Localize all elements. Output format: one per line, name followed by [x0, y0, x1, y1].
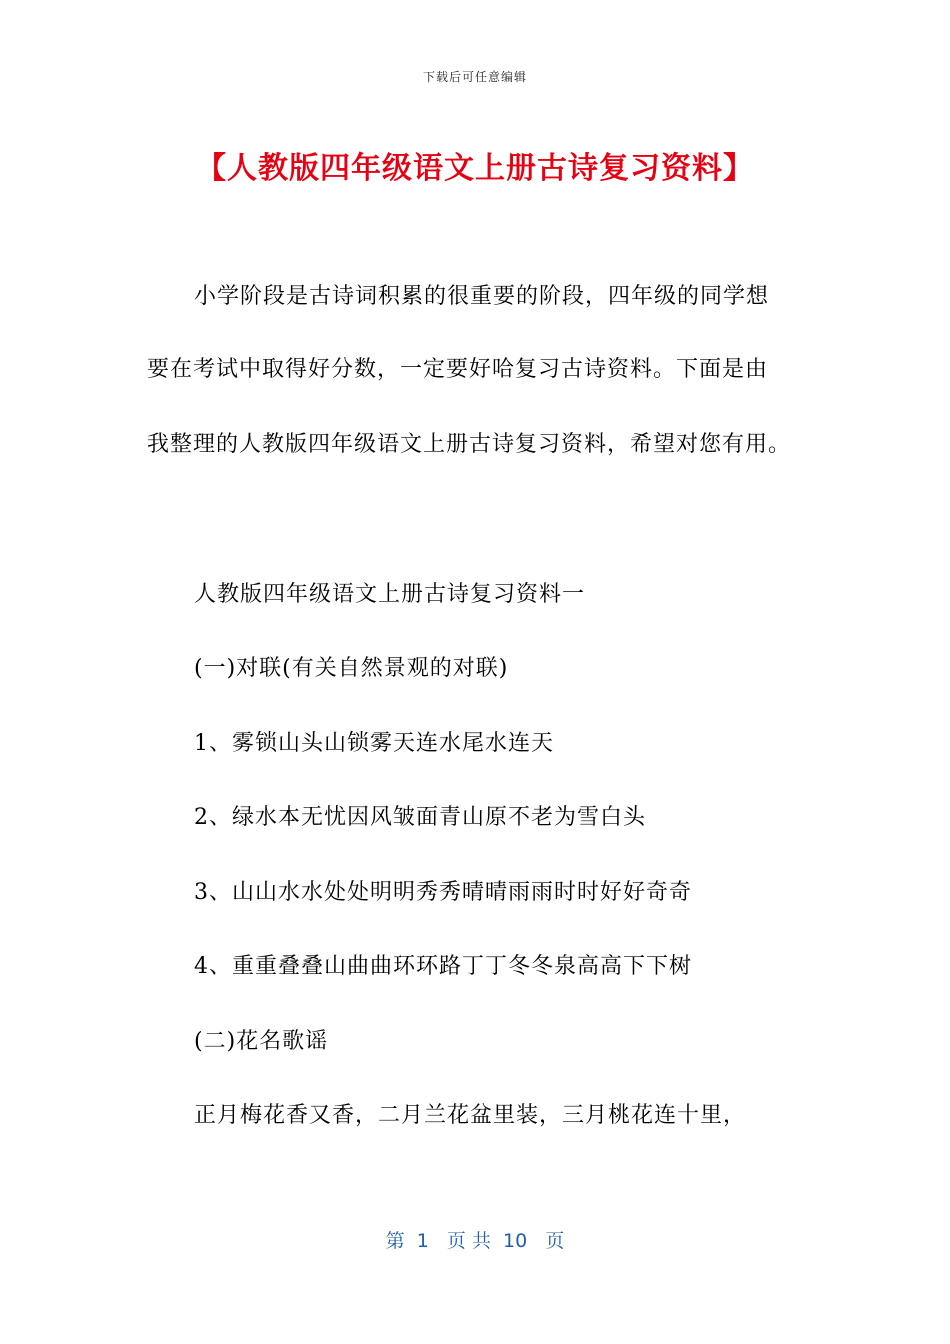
page-number-footer: 第 1 页 共 10 页	[385, 1230, 565, 1252]
subsection-heading: (二)花名歌谣	[194, 1029, 329, 1054]
intro-paragraph-line: 小学阶段是古诗词积累的很重要的阶段，四年级的同学想	[194, 284, 770, 309]
section-heading: 人教版四年级语文上册古诗复习资料一	[194, 582, 586, 607]
couplet-item: 1、雾锁山头山锁雾天连水尾水连天	[194, 731, 554, 756]
couplet-item: 3、山山水水处处明明秀秀晴晴雨雨时时好好奇奇	[194, 880, 692, 905]
header-watermark: 下载后可任意编辑	[422, 70, 527, 84]
couplet-item: 2、绿水本无忧因风皱面青山原不老为雪白头	[194, 805, 646, 830]
intro-paragraph-line: 我整理的人教版四年级语文上册古诗复习资料，希望对您有用。	[147, 432, 792, 457]
subsection-heading: (一)对联(有关自然景观的对联)	[194, 656, 509, 681]
document-title: 【人教版四年级语文上册古诗复习资料】	[196, 151, 754, 186]
couplet-item: 4、重重叠叠山曲曲环环路丁丁冬冬泉高高下下树	[194, 954, 692, 979]
intro-paragraph-line: 要在考试中取得好分数，一定要好哈复习古诗资料。下面是由	[147, 357, 769, 382]
song-lyric-line: 正月梅花香又香，二月兰花盆里装，三月桃花连十里，	[194, 1103, 747, 1128]
